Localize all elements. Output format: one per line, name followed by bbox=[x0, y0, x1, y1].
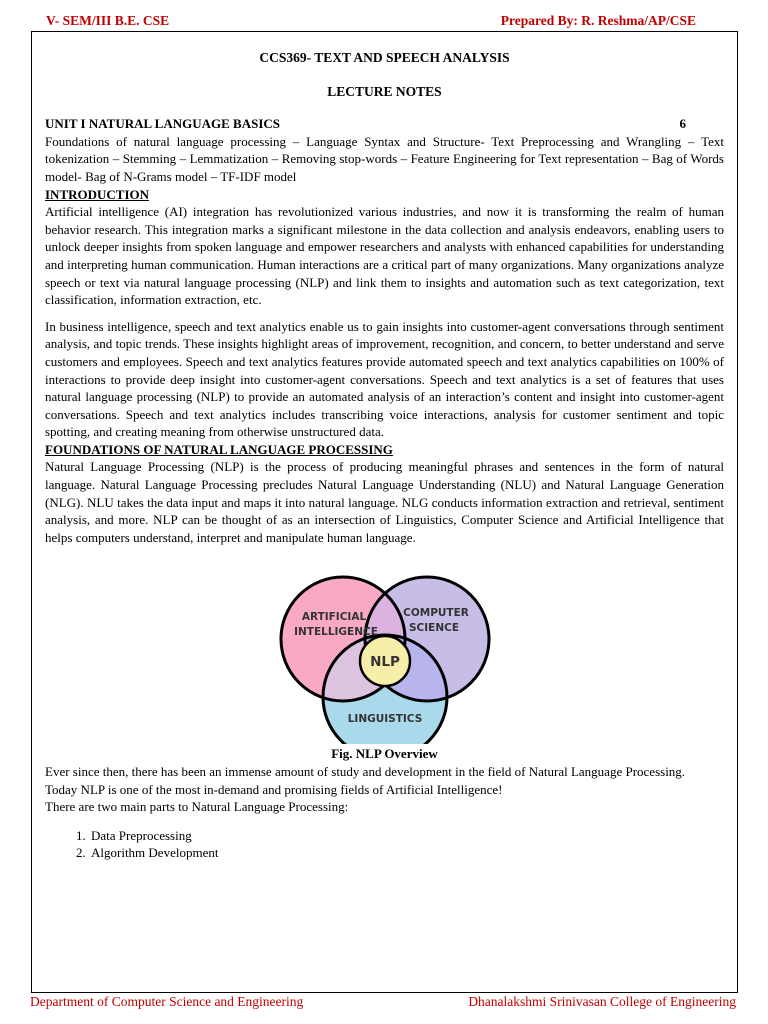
header-author: Prepared By: R. Reshma/AP/CSE bbox=[500, 13, 696, 28]
introduction-heading: INTRODUCTION bbox=[45, 186, 150, 202]
unit-title: UNIT I NATURAL LANGUAGE BASICS bbox=[45, 116, 281, 132]
footer-department: Department of Computer Science and Engineering bbox=[30, 994, 304, 1009]
introduction-paragraph-1: Artificial intelligence (AI) integration has revolutionized various industries, and now it is transforming the realm of human behavior research. This integration marks a significant milestone in the data collection and analysis endeavors, enabling users to unlock deeper insights from spoken language and empower researchers and analysts with enhanced capabilities for understanding and interpreting human communication. Human interactions are a critical part of many organizations. Many organizations analyze speech or text via natural language processing (NLP) and link them to insights and automation such as text categorization, text classification, information extraction, etc. bbox=[45, 204, 724, 308]
foundations-paragraph: Natural Language Processing (NLP) is the process of producing meaningful phrases and sentences in the form of natural language. Natural Language Processing precludes Natural Language Understanding (NLU) and Natural Language Generation (NLG). NLU takes the data input and maps it into natural language. NLG conducts information extraction and retrieval, sentiment analysis, and more. NLP can be thought of as an intersection of Linguistics, Computer Science and Artificial Intelligence that helps computers understand, interpret and manipulate human language. bbox=[45, 459, 724, 545]
foundations-heading: FOUNDATIONS OF NATURAL LANGUAGE PROCESSING bbox=[45, 441, 393, 457]
nlp-parts-list bbox=[45, 827, 724, 862]
list-item: 2. Algorithm Development bbox=[89, 844, 724, 862]
after-paragraph-1: Ever since then, there has been an immense amount of study and development in the field of Natural Language Processing. bbox=[45, 764, 686, 780]
unit-heading-row bbox=[45, 115, 724, 133]
nlp-venn-diagram bbox=[276, 572, 494, 744]
lecture-notes-title: LECTURE NOTES bbox=[327, 83, 442, 99]
after-paragraph-3: There are two main parts to Natural Language Processing: bbox=[45, 799, 349, 815]
nlp-label: NLP bbox=[369, 654, 400, 671]
unit-syllabus: Foundations of natural language processing – Language Syntax and Structure- Text Preprocessing and Wrangling – Text tokenization – Stemming – Lemmatization – Removing stop-words – Feature Engineering for Text representation – Bag of Words model- Bag of N-Grams model – TF-IDF model bbox=[45, 133, 724, 184]
footer-college: Dhanalakshmi Srinivasan College of Engineering bbox=[468, 994, 736, 1009]
introduction-paragraph-2: In business intelligence, speech and text analytics enable us to gain insights into customer-agent conversations through sentiment analysis, and topic trends. These insights highlight areas of improvement, recognition, and concern, to better understand and serve customers and employees. Speech and text analytics features provide automated speech and text analytics capabilities on 100% of interactions to provide deep insight into customer-agent conversations. Speech and text analytics is a set of features that uses natural language processing (NLP) to provide an automated analysis of an interaction’s content and insight into customer-agent conversations. Speech and text analytics includes transcribing voice interactions, analysis for customer sentiment and topic spotting, and creating meaning from otherwise unstructured data. bbox=[45, 318, 724, 440]
after-paragraph-2: Today NLP is one of the most in-demand and promising fields of Artificial Intelligence! bbox=[45, 781, 503, 797]
course-title: CCS369- TEXT AND SPEECH ANALYSIS bbox=[259, 50, 510, 65]
linguistics-label: LINGUISTICS bbox=[347, 713, 422, 726]
header-course: V- SEM/III B.E. CSE bbox=[46, 13, 170, 28]
cs-label-1: COMPUTER bbox=[402, 607, 469, 620]
ai-label-1: ARTIFICIAL bbox=[301, 611, 366, 624]
cs-label-2: SCIENCE bbox=[408, 622, 459, 635]
figure-caption: Fig. NLP Overview bbox=[331, 746, 438, 762]
list-item: 1. Data Preprocessing bbox=[89, 827, 724, 845]
unit-hours: 6 bbox=[679, 116, 686, 132]
page-content bbox=[45, 44, 724, 862]
ai-label-2: INTELLIGENCE bbox=[293, 626, 378, 639]
